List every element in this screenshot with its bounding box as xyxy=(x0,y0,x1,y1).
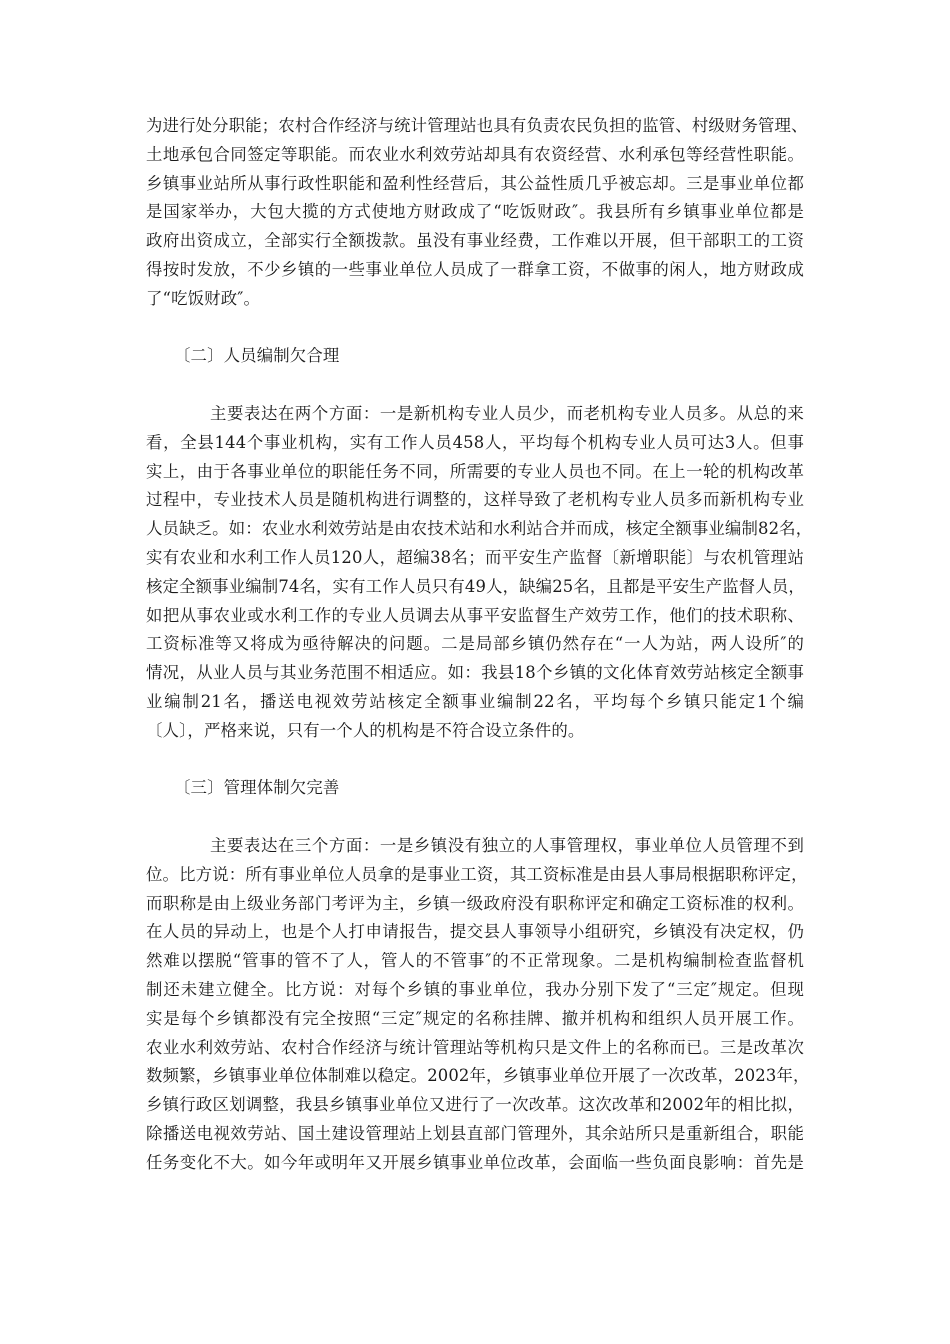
text-line: 实上，由于各事业单位的职能任务不同，所需要的专业人员也不同。在上一轮的机构改革 xyxy=(146,461,804,481)
text-line: 核定全额事业编制74名，实有工作人员只有49人，缺编25名，且都是平安生产监督人员， xyxy=(146,576,805,596)
text-line: 看，全县144个事业机构，实有工作人员458人，平均每个机构专业人员可达3人。但事 xyxy=(146,432,804,452)
text-line: 乡镇行政区划调整，我县乡镇事业单位又进行了一次改革。这次改革和2002年的相比拟， xyxy=(146,1095,804,1115)
text-line: 实是每个乡镇都没有完全按照“三定″规定的名称挂牌、撤并机构和组织人员开展工作。 xyxy=(146,1008,804,1028)
spacer xyxy=(146,314,804,343)
spacer xyxy=(146,746,804,775)
text-line: 如把从事农业或水利工作的专业人员调去从事平安监督生产效劳工作，他们的技术职称、 xyxy=(146,605,804,625)
text-line: 乡镇事业站所从事行政性职能和盈利性经营后，其公益性质几乎被忘却。三是事业单位都 xyxy=(146,173,804,193)
text-line: 主要表达在两个方面：一是新机构专业人员少，而老机构专业人员多。从总的来 xyxy=(210,403,804,423)
text-line: 实有农业和水利工作人员120人，超编38名；而平安生产监督〔新增职能〕与农机管理站 xyxy=(146,547,804,567)
spacer xyxy=(146,803,804,832)
text-line: 在人员的异动上，也是个人打申请报告，提交县人事领导小组研究，乡镇没有决定权，仍 xyxy=(146,922,804,942)
text-line: 工资标准等又将成为亟待解决的问题。二是局部乡镇仍然存在“一人为站，两人设所″的 xyxy=(146,634,804,654)
section-heading-3: 〔三〕管理体制欠完善 xyxy=(174,778,340,798)
text-line: 数频繁，乡镇事业单位体制难以稳定。2002年，乡镇事业单位开展了一次改革，2023年， xyxy=(146,1066,810,1086)
paragraph-section-3 xyxy=(146,832,810,1178)
text-line: 主要表达在三个方面：一是乡镇没有独立的人事管理权，事业单位人员管理不到 xyxy=(210,835,804,855)
text-line: 任务变化不大。如今年或明年又开展乡镇事业单位改革，会面临一些负面良影响：首先是 xyxy=(146,1152,804,1172)
text-line: 过程中，专业技术人员是随机构进行调整的，这样导致了老机构专业人员多而新机构专业 xyxy=(146,490,804,510)
text-line: 情况，从业人员与其业务范围不相适应。如：我县18个乡镇的文化体育效劳站核定全额事 xyxy=(146,663,804,683)
text-line: 政府出资成立，全部实行全额拨款。虽没有事业经费，工作难以开展，但干部职工的工资 xyxy=(146,231,804,251)
text-line: 为进行处分职能；农村合作经济与统计管理站也具有负责农民负担的监管、村级财务管理、 xyxy=(146,116,808,135)
text-line: 除播送电视效劳站、国土建设管理站上划县直部门管理外，其余站所只是重新组合，职能 xyxy=(146,1123,804,1143)
paragraph-section-2 xyxy=(146,400,813,746)
paragraph-continuation xyxy=(146,112,808,314)
text-line: 土地承包合同签定等职能。而农业水利效劳站却具有农资经营、水利承包等经营性职能。 xyxy=(146,144,804,164)
text-line: 〔人〕，严格来说，只有一个人的机构是不符合设立条件的。 xyxy=(146,720,585,740)
text-line: 得按时发放，不少乡镇的一些事业单位人员成了一群拿工资，不做事的闲人，地方财政成 xyxy=(146,259,804,279)
text-line: 而职称是由上级业务部门考评为主，乡镇一级政府没有职称评定和确定工资标准的权利。 xyxy=(146,893,804,913)
text-line: 然难以摆脱“管事的管不了人，管人的不管事″的不正常现象。二是机构编制检查监督机 xyxy=(146,951,804,971)
text-line: 人员缺乏。如：农业水利效劳站是由农技术站和水利站合并而成，核定全额事业编制82名， xyxy=(146,519,813,539)
text-line: 制还未建立健全。比方说：对每个乡镇的事业单位，我办分别下发了“三定″规定。但现 xyxy=(146,979,804,999)
spacer xyxy=(146,371,804,400)
section-heading-2: 〔二〕人员编制欠合理 xyxy=(174,346,340,366)
text-line: 农业水利效劳站、农村合作经济与统计管理站等机构只是文件上的名称而已。三是改革次 xyxy=(146,1037,804,1057)
text-line: 了“吃饭财政″。 xyxy=(146,288,261,308)
text-line: 是国家举办，大包大揽的方式使地方财政成了“吃饭财政″。我县所有乡镇事业单位都是 xyxy=(146,202,804,222)
text-line: 业编制21名，播送电视效劳站核定全额事业编制22名，平均每个乡镇只能定1个编 xyxy=(146,691,804,711)
text-line: 位。比方说：所有事业单位人员拿的是事业工资，其工资标准是由县人事局根据职称评定， xyxy=(146,864,808,884)
document-page xyxy=(146,112,813,1177)
